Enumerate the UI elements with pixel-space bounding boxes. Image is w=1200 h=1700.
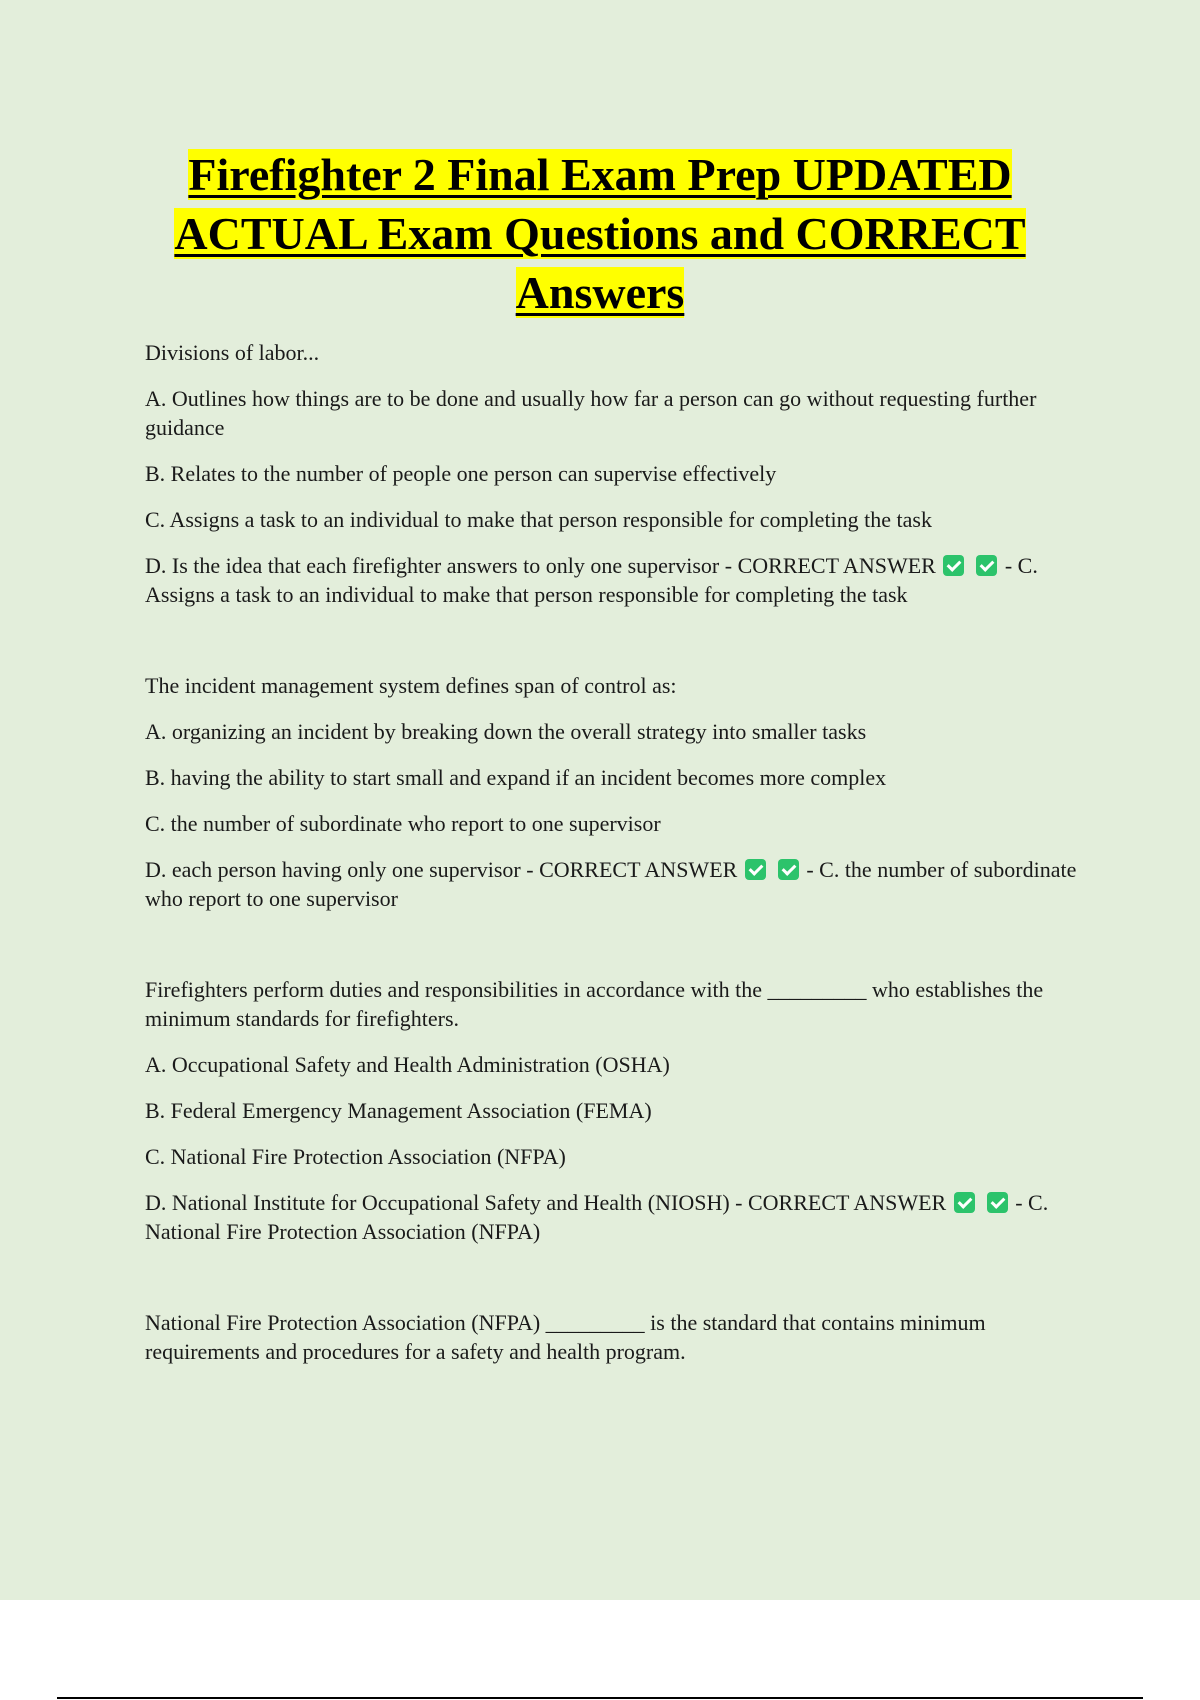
title-block [100, 145, 1100, 322]
document-body [145, 338, 1095, 1366]
option-c: C. the number of subordinate who report to one supervisor [145, 811, 661, 836]
question-prompt: National Fire Protection Association (NFPA) _________ is the standard that contains minimum requirements and procedures for a safety and health program. [145, 1310, 986, 1364]
question-prompt: The incident management system defines span of control as: [145, 673, 677, 698]
question-block-1 [145, 338, 1095, 609]
check-mark-icon [778, 859, 799, 880]
option-a: A. Occupational Safety and Health Administration (OSHA) [145, 1052, 670, 1077]
option-d-with-answer [145, 551, 1095, 609]
question-prompt: Divisions of labor... [145, 340, 320, 365]
correct-answer-text: - C. the number of subordinate who report to one supervisor [145, 857, 1077, 911]
question-block-4 [145, 1308, 1095, 1366]
document-title: Firefighter 2 Final Exam Prep UPDATED ACTUAL Exam Questions and CORRECT Answers [174, 149, 1026, 318]
question-block-2 [145, 671, 1095, 913]
check-mark-icon [954, 1192, 975, 1213]
option-d-with-answer [145, 855, 1095, 913]
option-a: A. organizing an incident by breaking down the overall strategy into smaller tasks [145, 719, 867, 744]
option-c: C. National Fire Protection Association (NFPA) [145, 1144, 566, 1169]
check-mark-icon [976, 555, 997, 576]
option-a: A. Outlines how things are to be done and usually how far a person can go without requesting further guidance [145, 386, 1037, 440]
option-b: B. Federal Emergency Management Association (FEMA) [145, 1098, 652, 1123]
option-d-text: D. National Institute for Occupational Safety and Health (NIOSH) - CORRECT ANSWER [145, 1190, 952, 1215]
option-b: B. having the ability to start small and expand if an incident becomes more complex [145, 765, 887, 790]
option-d-text: D. Is the idea that each firefighter answers to only one supervisor - CORRECT ANSWER [145, 553, 942, 578]
option-d-with-answer [145, 1188, 1095, 1246]
correct-answer-text: - C. National Fire Protection Association (NFPA) [145, 1190, 1049, 1244]
check-mark-icon [943, 555, 964, 576]
correct-answer-text: - C. Assigns a task to an individual to make that person responsible for completing the task [145, 553, 1038, 607]
option-b: B. Relates to the number of people one person can supervise effectively [145, 461, 777, 486]
check-mark-icon [987, 1192, 1008, 1213]
question-prompt: Firefighters perform duties and responsibilities in accordance with the _________ who establishes the minimum standards for firefighters. [145, 977, 1044, 1031]
option-c: C. Assigns a task to an individual to make that person responsible for completing the task [145, 507, 932, 532]
footer-divider [57, 1697, 1143, 1699]
option-d-text: D. each person having only one supervisor - CORRECT ANSWER [145, 857, 743, 882]
check-mark-icon [745, 859, 766, 880]
question-block-3 [145, 975, 1095, 1246]
